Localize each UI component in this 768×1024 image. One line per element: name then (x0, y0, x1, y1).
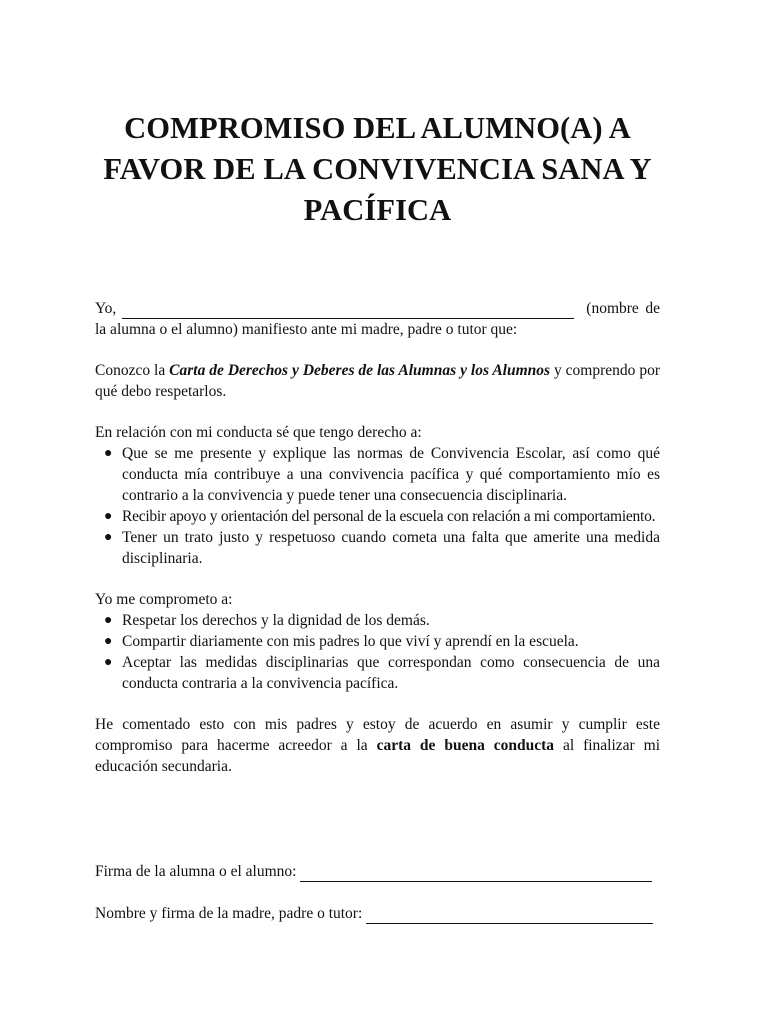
signature-section (95, 861, 660, 924)
compromisos-section (95, 589, 660, 694)
title-line-3: PACÍFICA (303, 193, 452, 227)
list-item: ● Compartir diariamente con mis padres lo que viví y aprendí en la escuela. (104, 633, 579, 650)
derechos-list (95, 443, 660, 569)
student-signature-blank[interactable] (300, 865, 652, 882)
intro-line-1 (95, 298, 660, 319)
carta-buena-conducta: carta de buena conducta (376, 737, 555, 754)
list-item: ● Tener un trato justo y respetuoso cuando cometa una falta que amerite una medida disciplinaria. (104, 529, 660, 567)
conozco-prefix: Conozco la (95, 362, 170, 379)
student-signature-line (95, 861, 660, 882)
list-item: ● Respetar los derechos y la dignidad de los demás. (104, 612, 430, 629)
compromisos-list (95, 610, 660, 694)
derechos-heading: En relación con mi conducta sé que tengo derecho a: (95, 424, 422, 441)
closing-paragraph (95, 714, 660, 777)
bullet-icon: ● (104, 655, 113, 670)
list-item: ● Aceptar las medidas disciplinarias que correspondan como consecuencia de una conducta contraria a la convivencia pacífica. (104, 654, 660, 692)
parent-signature-label: Nombre y firma de la madre, padre o tutor: (95, 905, 363, 922)
intro-de-word: de (645, 300, 660, 317)
parent-signature-line (95, 903, 660, 924)
bullet-icon: ● (104, 530, 113, 545)
compromisos-heading: Yo me comprometo a: (95, 591, 233, 608)
conozco-suffix: y comprendo por qué debo respetarlos. (95, 362, 660, 400)
intro-line-2: la alumna o el alumno) manifiesto ante mi madre, padre o tutor que: (95, 321, 518, 338)
intro-yo: Yo, (95, 300, 117, 317)
closing-suffix: al finalizar mi educación secundaria. (95, 737, 661, 775)
closing-prefix: He comentado esto con mis padres y estoy de acuerdo en asumir y cumplir este compromiso para hacerme acreedor a la (95, 716, 660, 754)
conozco-paragraph (95, 360, 660, 402)
carta-derechos-title: Carta de Derechos y Deberes de las Alumnas y los Alumnos (169, 362, 551, 379)
bullet-icon: ● (104, 634, 113, 649)
intro-nombre-de (580, 298, 660, 319)
student-signature-label: Firma de la alumna o el alumno: (95, 863, 297, 880)
intro-paragraph (95, 298, 660, 340)
list-item: ● Que se me presente y explique las normas de Convivencia Escolar, así como qué conducta mía contribuye a una convivencia pacífica y qué comportamiento mío es contrario a la convivencia y puede tener una consecuencia disciplinaria. (104, 445, 660, 504)
bullet-icon: ● (104, 446, 113, 461)
bullet-icon: ● (104, 613, 113, 628)
derechos-section (95, 422, 660, 569)
bullet-icon: ● (104, 509, 113, 524)
list-item: ● Recibir apoyo y orientación del personal de la escuela con relación a mi comportamiento. (104, 508, 656, 525)
title-line-2: FAVOR DE LA CONVIVENCIA SANA Y (103, 152, 652, 186)
intro-nombre-word: (nombre (586, 300, 639, 317)
document-title (95, 0, 660, 231)
title-line-1: COMPROMISO DEL ALUMNO(A) A (124, 111, 631, 145)
student-name-blank-line[interactable] (122, 302, 574, 319)
parent-signature-blank[interactable] (366, 907, 653, 924)
